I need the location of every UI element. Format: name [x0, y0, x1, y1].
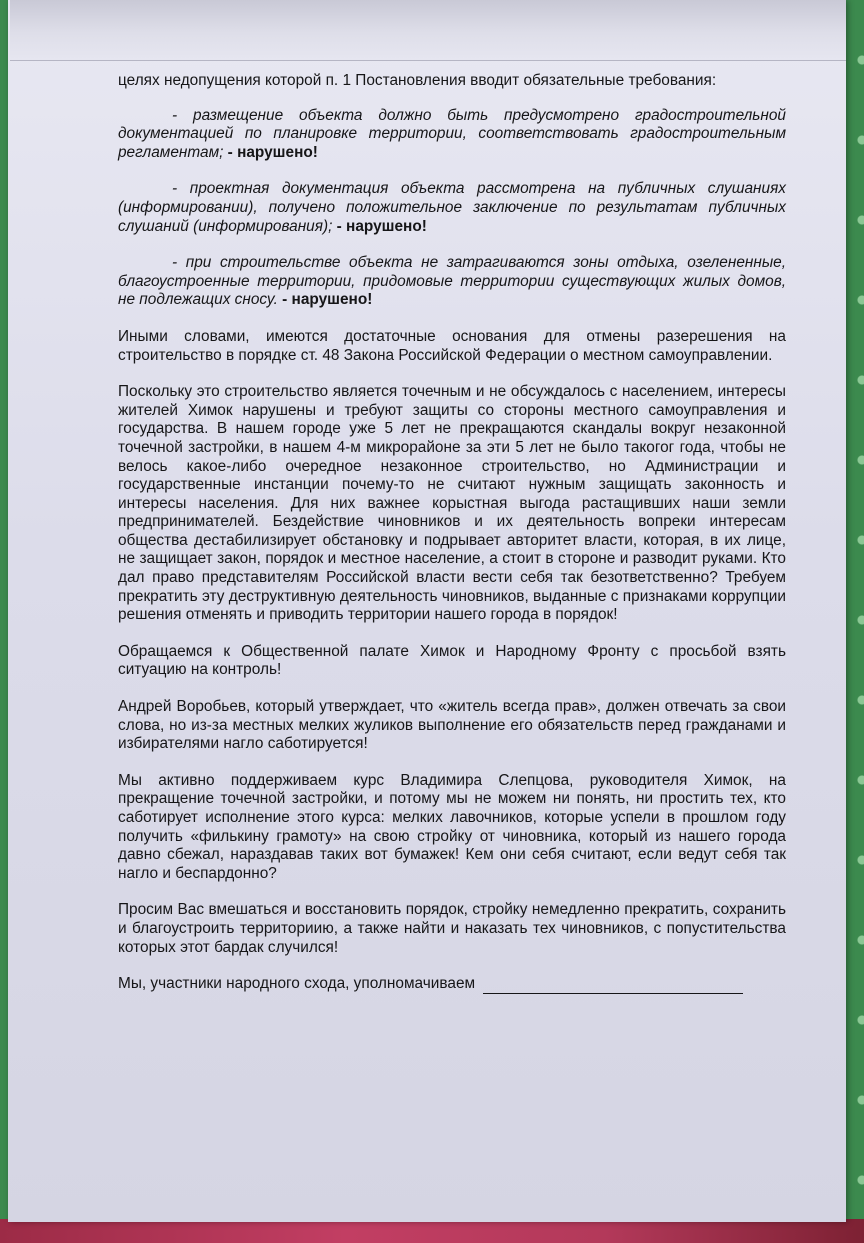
requirement-item-3 — [118, 254, 786, 310]
signature-blank — [483, 979, 743, 994]
intro-paragraph: целях недопущения которой п. 1 Постановления вводит обязательные требования: — [118, 72, 717, 89]
signature-label: Мы, участники народного схода, уполномачиваем — [118, 975, 476, 993]
requirement-item-2 — [118, 180, 786, 236]
requirement-text: - при строительстве объекта не затрагиваются зоны отдыха, озелененные, благоустроенные территории, придомовые территории существующих жилых домов, не подлежащих сносу. — [118, 254, 786, 309]
violation-mark: - нарушено! — [282, 291, 373, 309]
requirement-text: - проектная документация объекта рассмотрена на публичных слушаниях (информировании), получено положительное заключение по результатам публичных слушаний (информирования); — [118, 180, 786, 235]
requirement-item-1 — [118, 107, 786, 163]
support-paragraph: Мы активно поддерживаем курс Владимира Слепцова, руководителя Химок, на прекращение точечной застройки, и потому мы не можем ни понять, ни простить тех, кто саботирует исполнение этого курса: мелких лавочников, которые успели в прошлом году получить «филькину грамоту» на свою стройку от чиновника, который из нашего города давно сбежал, нараздавав таких вот бумажек! Кем они себя считают, если ведут себя так нагло и беспардонно? — [118, 771, 786, 882]
signature-line — [118, 975, 786, 994]
appeal-paragraph: Обращаемся к Общественной палате Химок и Народному Фронту с просьбой взять ситуацию на контроль! — [118, 642, 786, 679]
governor-paragraph: Андрей Воробьев, который утверждает, что «житель всегда прав», должен отвечать за свои слова, но из-за местных мелких жуликов выполнение его обязательств перед гражданами и избирателями нагло саботируется! — [118, 698, 786, 753]
document-body — [118, 72, 786, 994]
violation-mark: - нарушено! — [336, 217, 427, 235]
requirement-text: - размещение объекта должно быть предусмотрено градостроительной документацией по планировке территории, соответствовать градостроительным регламентам; — [118, 106, 786, 161]
background-cloth — [0, 1219, 864, 1243]
conclusion-paragraph: Иными словами, имеются достаточные основания для отмены разерешения на строительство в порядке ст. 48 Закона Российской Федерации о местном самоуправлении. — [118, 327, 786, 364]
complaint-paragraph: Поскольку это строительство является точечным и не обсуждалось с населением, интересы жителей Химок нарушены и требуют защиты со стороны местного самоуправления и государства. В нашем городе уже 5 лет не прекращаются скандалы вокруг незаконной точечной застройки, в нашем 4-м микрорайоне за эти 5 лет не было такогог года, чтобы не велось какое-либо очередное незаконное строительство, но Администрации и государственные инстанции почему-то не считают нужным защищать законность и интересы населения. Для них важнее корыстная выгода растащивших наши земли предпринимателей. Бездействие чиновников и их деятельность вопреки интересам общества дестабилизирует обстановку и подрывает авторитет власти, которая, в их лице, не защищает закон, порядок и местное население, а стоит в стороне и разводит руками. Кто дал право представителям Российской власти вести себя так безответственно? Требуем прекратить эту деструктивную деятельность чиновников, выданные с признаками коррупции решения отменять и приводить территории нашего города в порядок! — [118, 383, 786, 624]
notepad-binding — [10, 0, 846, 61]
request-paragraph: Просим Вас вмешаться и восстановить порядок, стройку немедленно прекратить, сохранить и благоустроить территориию, а также найти и наказать тех чиновников, с попустительства которых этот бардак случился! — [118, 901, 786, 956]
violation-mark: - нарушено! — [227, 143, 318, 161]
